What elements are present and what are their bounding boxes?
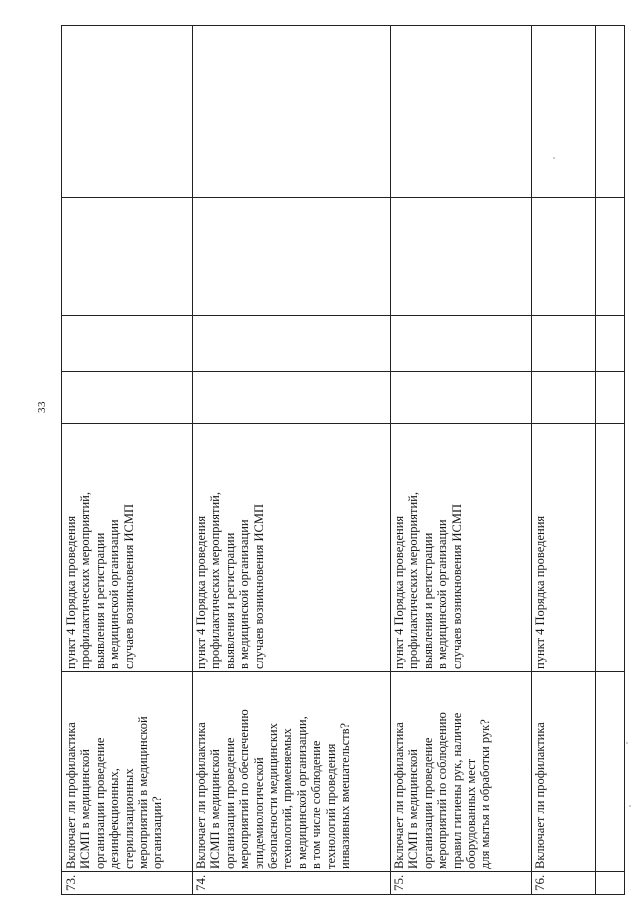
row-number: 76. <box>532 874 547 891</box>
legal-reference: пункт 4 Порядка проведения профилактических мероприятий, выявления и регистрации в медицинской организации случаев возникновения ИСМП <box>64 492 136 669</box>
scan-speck <box>626 742 628 744</box>
checklist-table <box>61 25 625 895</box>
requirement-question: Включает ли профилактика <box>533 722 547 869</box>
legal-reference: пункт 4 Порядка проведения <box>533 515 547 669</box>
column-divider <box>62 371 624 372</box>
page-number: 33 <box>36 401 48 413</box>
column-divider <box>62 315 624 316</box>
row-number: 75. <box>391 874 406 891</box>
legal-reference: пункт 4 Порядка проведения профилактических мероприятий, выявления и регистрации в медицинской организации случаев возникновения ИСМП <box>392 492 464 669</box>
scan-speck <box>553 157 555 159</box>
legal-reference: пункт 4 Порядка проведения профилактических мероприятий, выявления и регистрации в медицинской организации случаев возникновения ИСМП <box>194 492 266 669</box>
row-number: 73. <box>63 874 78 891</box>
scan-speck <box>629 805 631 807</box>
column-divider <box>62 197 624 198</box>
row-divider <box>595 26 596 894</box>
row-number: 74. <box>193 874 208 891</box>
requirement-question: Включает ли профилактика ИСМП в медицинской организации проведение мероприятий по соблюдению правил гигиены рук, наличие оборудованных мест для мытья и обработки рук? <box>392 712 493 869</box>
requirement-question: Включает ли профилактика ИСМП в медицинской организации проведение дезинфекционных, стерилизационных мероприятий в медицинской организации? <box>64 716 165 869</box>
requirement-question: Включает ли профилактика ИСМП в медицинской организации проведение мероприятий по обеспечению эпидемиологической безопасности медицинских технологий, применяемых в медицинской организации, в том числе соблюдение технологий проведения инвазивных вмешательств? <box>194 709 353 869</box>
